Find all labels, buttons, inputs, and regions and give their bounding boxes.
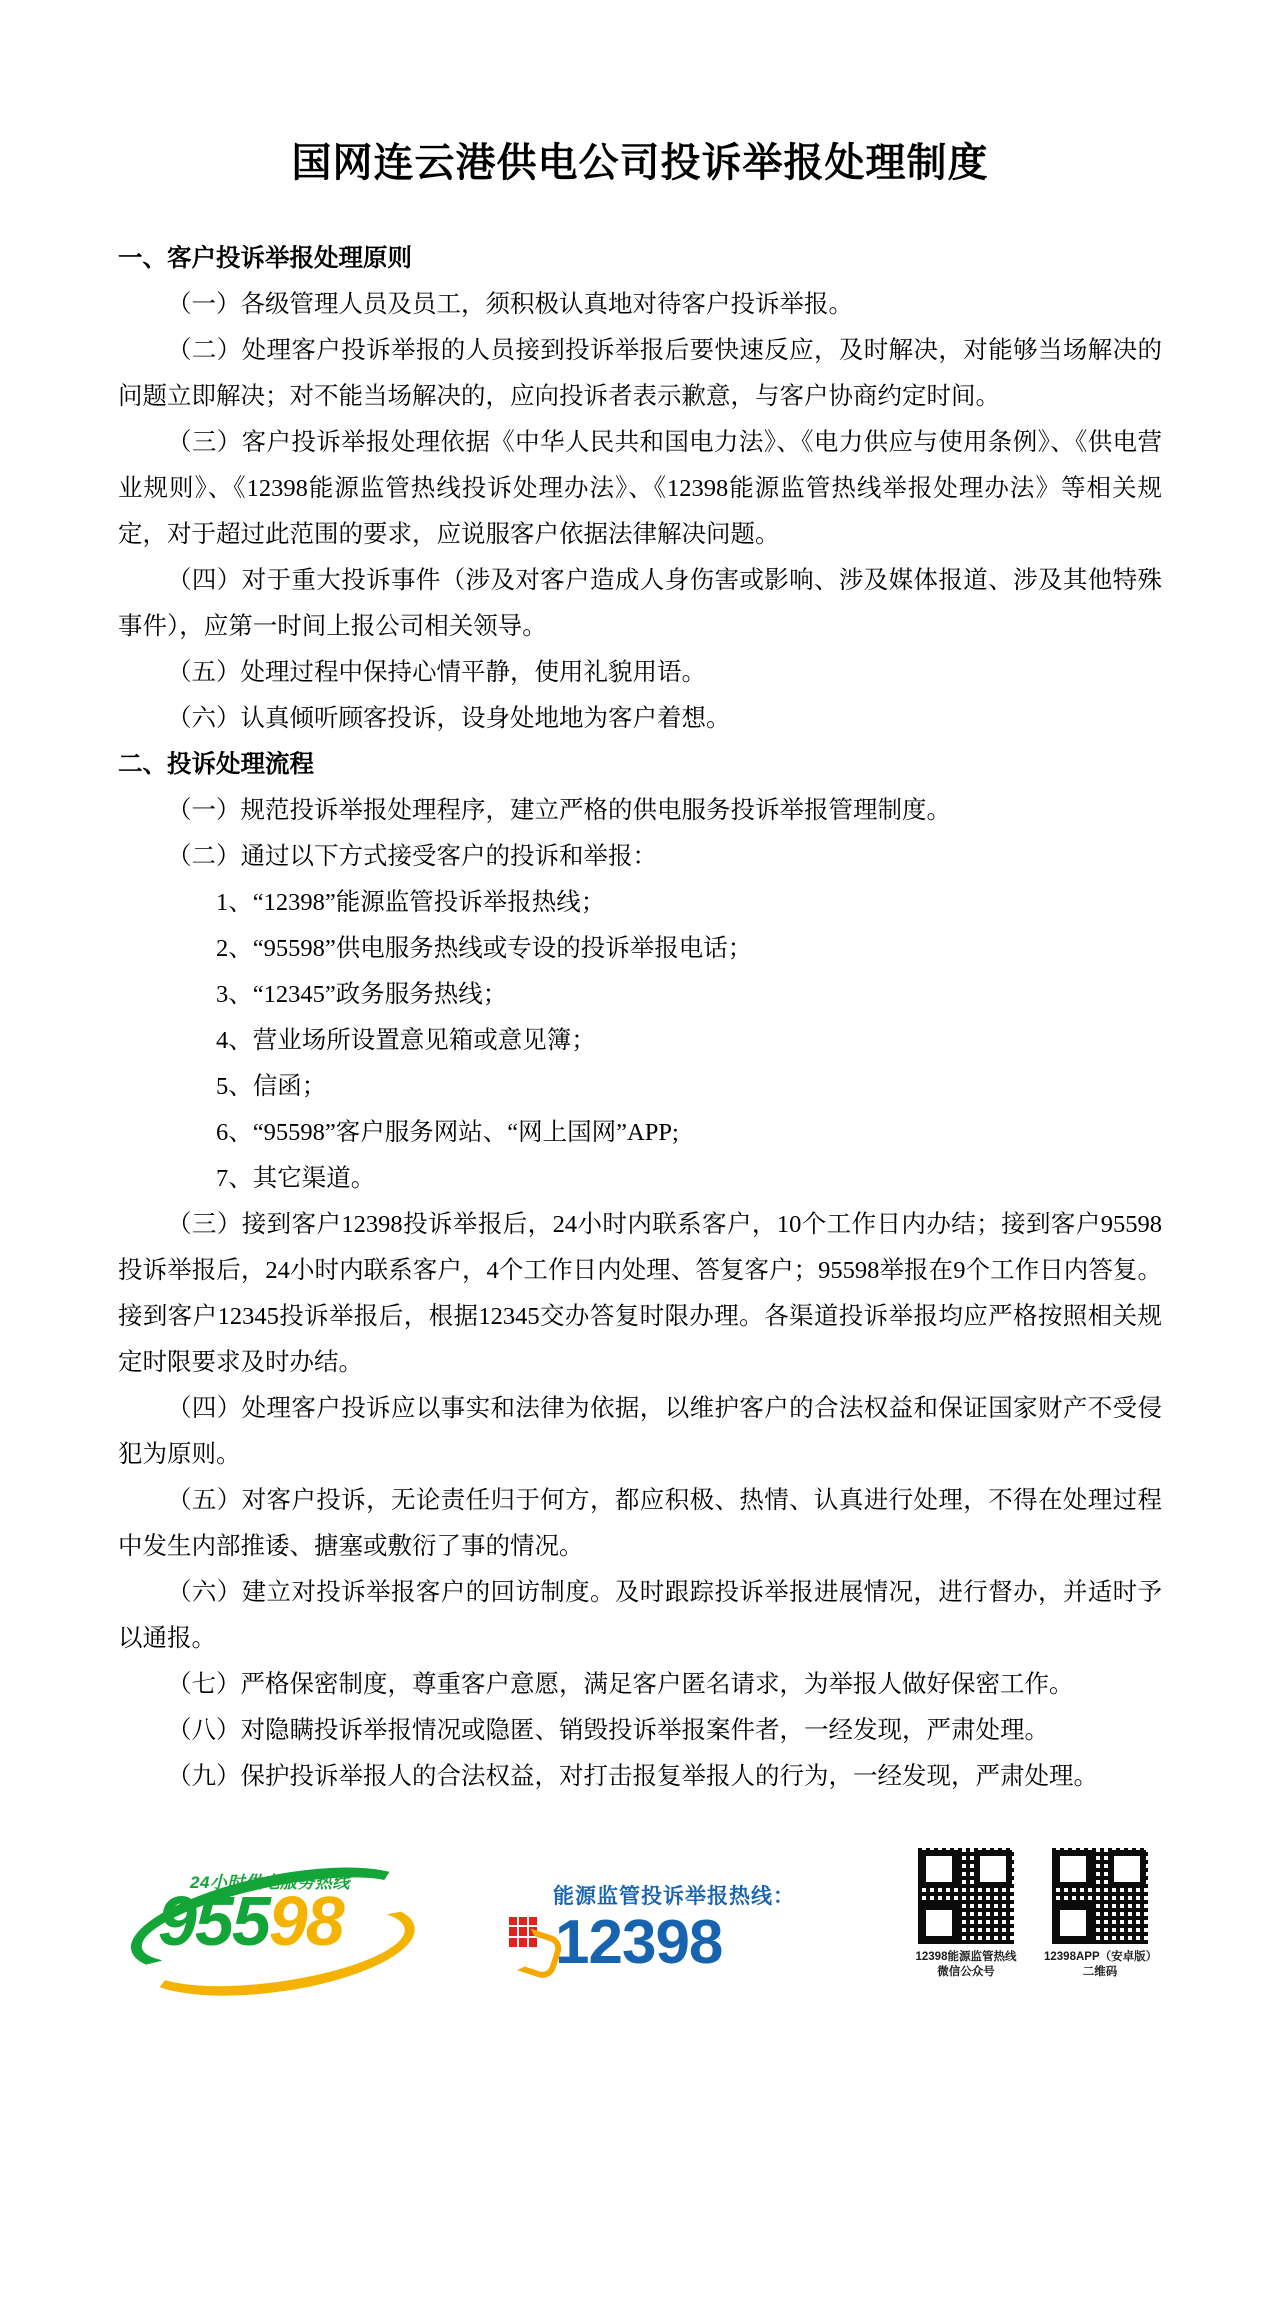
- paragraph: （六）建立对投诉举报客户的回访制度。及时跟踪投诉举报进展情况，进行督办，并适时予以通报。: [118, 1578, 1162, 1652]
- qr-item: [910, 1846, 1022, 1980]
- qr-caption-line1: 12398APP（安卓版）: [1044, 1950, 1158, 1963]
- paragraph: （四）处理客户投诉应以事实和法律为依据，以维护客户的合法权益和保证国家财产不受侵犯为原则。: [118, 1394, 1162, 1468]
- qr-caption-line1: 12398能源监管热线: [915, 1950, 1017, 1963]
- document-body: [118, 236, 1162, 1800]
- document-page: [0, 27, 1280, 2301]
- page-title: 国网连云港供电公司投诉举报处理制度: [291, 140, 989, 185]
- hotline-12398-number: 12398: [555, 1907, 723, 1977]
- footer-branding: [118, 1846, 1162, 2020]
- list-item: 6、“95598”客户服务网站、“网上国网”APP;: [216, 1118, 679, 1146]
- hotline-12398-row: [509, 1907, 809, 1977]
- paragraph: （九）保护投诉举报人的合法权益，对打击报复举报人的行为，一经发现，严肃处理。: [167, 1762, 1098, 1790]
- qr-item: [1044, 1846, 1156, 1980]
- phone-handset-icon: [509, 1917, 549, 1969]
- hotline-12398-logo: [509, 1880, 809, 1977]
- paragraph: （八）对隐瞒投诉举报情况或隐匿、销毁投诉举报案件者，一经发现，严肃处理。: [167, 1716, 1049, 1744]
- paragraph: （六）认真倾听顾客投诉，设身处地地为客户着想。: [167, 704, 731, 732]
- hotline-12398-caption: 能源监管投诉举报热线：: [553, 1884, 795, 1908]
- list-item: 7、其它渠道。: [216, 1164, 376, 1192]
- hotline-95598-number-green: 955: [158, 1881, 269, 1960]
- paragraph: （二）处理客户投诉举报的人员接到投诉举报后要快速反应，及时解决，对能够当场解决的问题立即解决；对不能当场解决的，应向投诉者表示歉意，与客户协商约定时间。: [118, 336, 1162, 410]
- paragraph: （二）通过以下方式接受客户的投诉和举报：: [167, 842, 657, 870]
- section-heading: 一、客户投诉举报处理原则: [118, 244, 412, 272]
- list-item: 2、“95598”供电服务热线或专设的投诉举报电话；: [216, 934, 753, 962]
- paragraph: （一）各级管理人员及员工，须积极认真地对待客户投诉举报。: [167, 290, 853, 318]
- list-item: 1、“12398”能源监管投诉举报热线；: [216, 888, 606, 916]
- section-process: [118, 742, 1162, 1800]
- qr-code-icon: [916, 1846, 1016, 1946]
- hotline-95598-number-yellow: 98: [268, 1881, 343, 1960]
- paragraph: （五）处理过程中保持心情平静，使用礼貌用语。: [167, 658, 706, 686]
- paragraph: （七）严格保密制度，尊重客户意愿，满足客户匿名请求，为举报人做好保密工作。: [167, 1670, 1074, 1698]
- qr-code-icon: [1050, 1846, 1150, 1946]
- qr-caption-line2: 二维码: [1082, 1965, 1118, 1978]
- paragraph: （三）客户投诉举报处理依据《中华人民共和国电力法》、《电力供应与使用条例》、《供电营业规则》、《12398能源监管热线投诉处理办法》、《12398能源监管热线举报处理办法》等相关规定，对于超过此范围的要求，应说服客户依据法律解决问题。: [118, 428, 1162, 548]
- paragraph: （四）对于重大投诉事件（涉及对客户造成人身伤害或影响、涉及媒体报道、涉及其他特殊事件），应第一时间上报公司相关领导。: [118, 566, 1162, 640]
- hotline-95598-logo: [128, 1862, 408, 1980]
- section-principles: [118, 236, 1162, 742]
- paragraph: （五）对客户投诉，无论责任归于何方，都应积极、热情、认真进行处理，不得在处理过程中发生内部推诿、搪塞或敷衍了事的情况。: [118, 1486, 1162, 1560]
- section-heading: 二、投诉处理流程: [118, 750, 314, 778]
- qr-caption-line2: 微信公众号: [937, 1965, 995, 1978]
- list-item: 3、“12345”政务服务热线；: [216, 980, 508, 1008]
- qr-code-group: [910, 1846, 1156, 1980]
- list-item: 4、营业场所设置意见箱或意见簿；: [216, 1026, 596, 1054]
- paragraph: （三）接到客户12398投诉举报后，24小时内联系客户，10个工作日内办结；接到客户95598投诉举报后，24小时内联系客户，4个工作日内处理、答复客户；95598举报在9个工作日内答复。接到客户12345投诉举报后，根据12345交办答复时限办理。各渠道投诉举报均应严格按照相关规定时限要求及时办结。: [118, 1210, 1162, 1376]
- list-item: 5、信函；: [216, 1072, 327, 1100]
- hotline-95598-tagline: 24小时供电服务热线: [190, 1872, 350, 1892]
- paragraph: （一）规范投诉举报处理程序，建立严格的供电服务投诉举报管理制度。: [167, 796, 951, 824]
